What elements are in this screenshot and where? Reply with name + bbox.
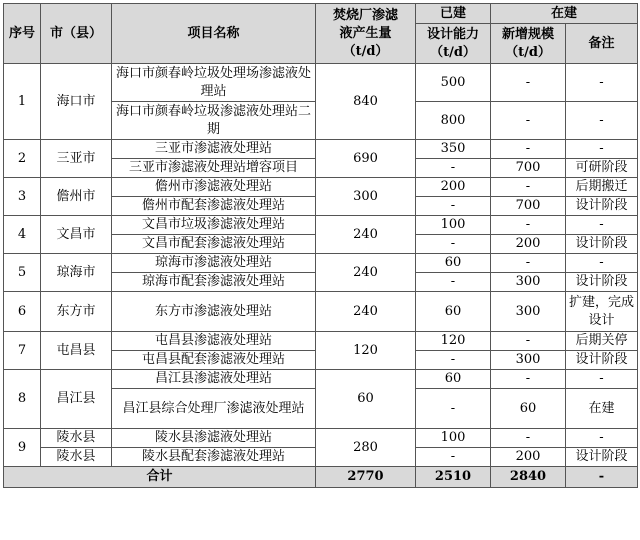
cell-seq: 9 [4, 429, 41, 467]
cell-remark: - [566, 254, 638, 273]
cell-remark: 设计阶段 [566, 273, 638, 292]
cell-remark: 后期关停 [566, 332, 638, 351]
cell-capacity: 60 [416, 254, 491, 273]
cell-project: 儋州市配套渗滤液处理站 [112, 197, 316, 216]
cell-capacity: - [416, 351, 491, 370]
header-new-scale-label: 新增规模 [501, 26, 554, 42]
cell-project: 文昌市配套渗滤液处理站 [112, 235, 316, 254]
header-seq: 序号 [4, 4, 41, 64]
cell-remark: 设计阶段 [566, 235, 638, 254]
cell-remark: 后期搬迁 [566, 178, 638, 197]
header-built: 已建 [416, 4, 491, 24]
cell-project: 文昌市垃圾渗滤液处理站 [112, 216, 316, 235]
cell-remark: - [566, 370, 638, 389]
cell-project: 昌江县综合处理厂渗滤液处理站 [112, 389, 316, 429]
cell-seq: 6 [4, 292, 41, 332]
leachate-table [3, 3, 638, 488]
cell-capacity: 120 [416, 332, 491, 351]
cell-project: 海口市颜春岭垃圾处理场渗滤液处理站 [112, 64, 316, 102]
cell-new: - [491, 332, 566, 351]
cell-city: 文昌市 [41, 216, 112, 254]
header-design-capacity [416, 24, 491, 64]
cell-project: 琼海市配套渗滤液处理站 [112, 273, 316, 292]
cell-remark: - [566, 102, 638, 140]
cell-remark: 可研阶段 [566, 159, 638, 178]
cell-seq: 8 [4, 370, 41, 429]
header-new-scale [491, 24, 566, 64]
total-new: 2840 [491, 467, 566, 488]
cell-remark: 设计阶段 [566, 197, 638, 216]
cell-project: 儋州市渗滤液处理站 [112, 178, 316, 197]
cell-volume: 60 [316, 370, 416, 429]
cell-project: 东方市渗滤液处理站 [112, 292, 316, 332]
cell-city: 屯昌县 [41, 332, 112, 370]
cell-city: 三亚市 [41, 140, 112, 178]
cell-city: 海口市 [41, 64, 112, 140]
header-waste-volume-line1: 焚烧厂渗滤 [332, 7, 398, 23]
cell-capacity: - [416, 197, 491, 216]
header-waste-volume-unit: （t/d） [342, 43, 389, 59]
cell-new: 200 [491, 235, 566, 254]
cell-capacity: - [416, 389, 491, 429]
cell-new: 700 [491, 159, 566, 178]
cell-seq: 2 [4, 140, 41, 178]
cell-new: 300 [491, 351, 566, 370]
cell-capacity: 100 [416, 429, 491, 448]
cell-volume: 240 [316, 292, 416, 332]
cell-city: 昌江县 [41, 370, 112, 429]
cell-capacity: 100 [416, 216, 491, 235]
cell-capacity: 60 [416, 292, 491, 332]
cell-new: 700 [491, 197, 566, 216]
cell-city: 儋州市 [41, 178, 112, 216]
cell-seq: 1 [4, 64, 41, 140]
cell-new: - [491, 102, 566, 140]
table-body [4, 64, 638, 488]
cell-project: 三亚市渗滤液处理站 [112, 140, 316, 159]
header-waste-volume [316, 4, 416, 64]
cell-volume: 240 [316, 254, 416, 292]
cell-volume: 280 [316, 429, 416, 467]
total-volume: 2770 [316, 467, 416, 488]
cell-project: 陵水县配套渗滤液处理站 [112, 448, 316, 467]
cell-project: 昌江县渗滤液处理站 [112, 370, 316, 389]
header-waste-volume-line2: 液产生量 [339, 25, 392, 41]
total-remark: - [566, 467, 638, 488]
cell-new: 200 [491, 448, 566, 467]
header-project: 项目名称 [112, 4, 316, 64]
cell-volume: 120 [316, 332, 416, 370]
cell-city: 琼海市 [41, 254, 112, 292]
cell-new: - [491, 370, 566, 389]
cell-volume: 840 [316, 64, 416, 140]
cell-project: 陵水县渗滤液处理站 [112, 429, 316, 448]
cell-capacity: 500 [416, 64, 491, 102]
header-remark: 备注 [566, 24, 638, 64]
header-building: 在建 [491, 4, 638, 24]
cell-seq: 5 [4, 254, 41, 292]
cell-project: 屯昌县渗滤液处理站 [112, 332, 316, 351]
cell-capacity: 350 [416, 140, 491, 159]
cell-project: 海口市颜春岭垃圾渗滤液处理站二期 [112, 102, 316, 140]
cell-seq: 3 [4, 178, 41, 216]
cell-project: 琼海市渗滤液处理站 [112, 254, 316, 273]
header-city: 市（县） [41, 4, 112, 64]
cell-capacity: 200 [416, 178, 491, 197]
cell-remark: 在建 [566, 389, 638, 429]
cell-project: 屯昌县配套渗滤液处理站 [112, 351, 316, 370]
cell-city: 陵水县 [41, 448, 112, 467]
cell-remark: 扩建，完成设计 [566, 292, 638, 332]
cell-remark: - [566, 429, 638, 448]
cell-capacity: - [416, 273, 491, 292]
cell-capacity: - [416, 159, 491, 178]
cell-remark: - [566, 140, 638, 159]
cell-new: - [491, 64, 566, 102]
cell-capacity: 60 [416, 370, 491, 389]
cell-capacity: - [416, 448, 491, 467]
cell-remark: - [566, 64, 638, 102]
cell-seq: 4 [4, 216, 41, 254]
total-capacity: 2510 [416, 467, 491, 488]
total-label: 合计 [4, 467, 316, 488]
cell-new: 60 [491, 389, 566, 429]
header-new-scale-unit: （t/d） [505, 44, 551, 60]
cell-capacity: - [416, 235, 491, 254]
cell-volume: 240 [316, 216, 416, 254]
cell-city: 东方市 [41, 292, 112, 332]
cell-new: - [491, 140, 566, 159]
cell-capacity: 800 [416, 102, 491, 140]
header-design-capacity-unit: （t/d） [430, 44, 476, 60]
cell-remark: - [566, 216, 638, 235]
cell-new: - [491, 178, 566, 197]
cell-volume: 690 [316, 140, 416, 178]
header-design-capacity-label: 设计能力 [426, 26, 479, 42]
cell-volume: 300 [316, 178, 416, 216]
cell-new: - [491, 254, 566, 273]
cell-remark: 设计阶段 [566, 351, 638, 370]
cell-seq: 7 [4, 332, 41, 370]
cell-new: - [491, 216, 566, 235]
cell-new: - [491, 429, 566, 448]
cell-project: 三亚市渗滤液处理站增容项目 [112, 159, 316, 178]
cell-new: 300 [491, 292, 566, 332]
cell-city: 陵水县 [41, 429, 112, 448]
cell-remark: 设计阶段 [566, 448, 638, 467]
cell-new: 300 [491, 273, 566, 292]
